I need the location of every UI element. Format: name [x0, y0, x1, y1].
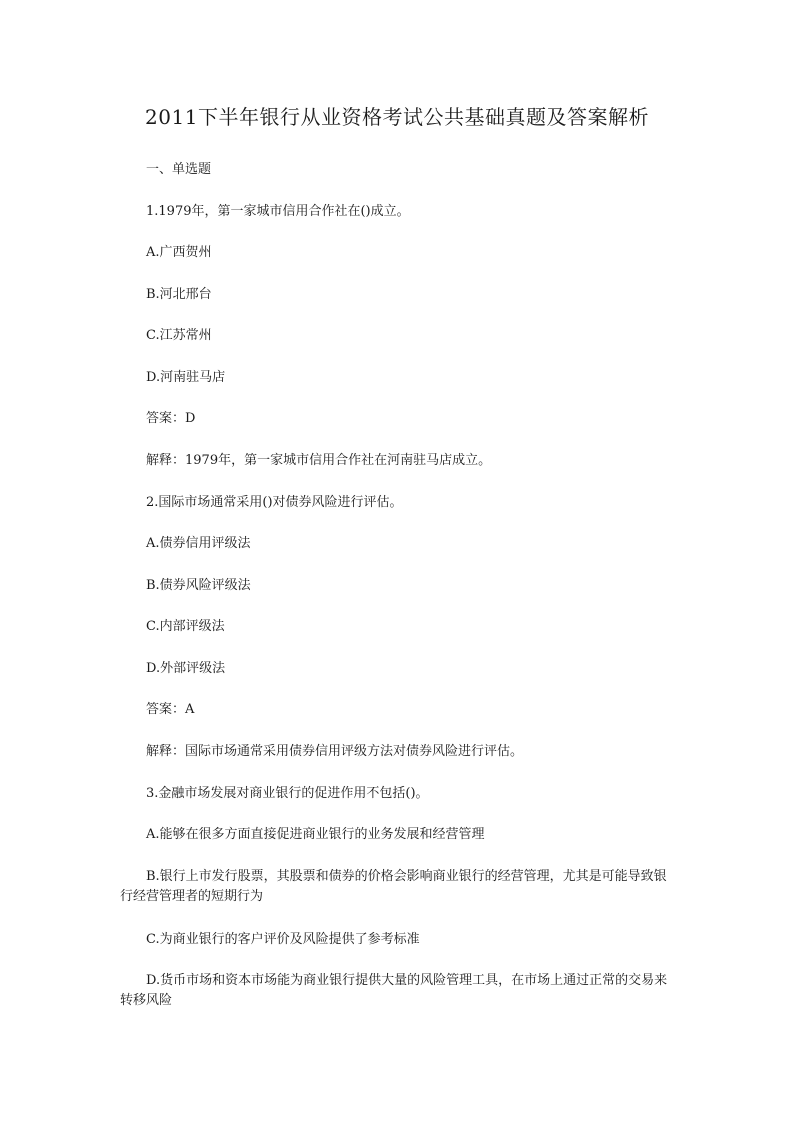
question-1-explanation: 解释：1979年，第一家城市信用合作社在河南驻马店成立。 [146, 453, 492, 468]
question-3-option-a: A.能够在很多方面直接促进商业银行的业务发展和经营管理 [146, 827, 485, 842]
document-title: 2011下半年银行从业资格考试公共基础真题及答案解析 [145, 105, 649, 129]
question-2-answer: 答案：A [146, 702, 195, 717]
question-1-option-b: B.河北邢台 [146, 287, 212, 302]
question-2-option-d: D.外部评级法 [146, 661, 226, 676]
question-2-option-a: A.债券信用评级法 [146, 536, 251, 551]
question-1-answer: 答案：D [146, 411, 196, 426]
question-3-option-b: B.银行上市发行股票，其股票和债券的价格会影响商业银行的经营管理，尤其是可能导致银行经营管理者的短期行为 [120, 869, 667, 904]
question-2-explanation: 解释：国际市场通常采用债券信用评级方法对债券风险进行评估。 [146, 744, 524, 759]
question-3-option-d: D.货币市场和资本市场能为商业银行提供大量的风险管理工具，在市场上通过正常的交易来转移风险 [120, 973, 668, 1008]
section-heading: 一、单选题 [146, 162, 212, 177]
question-1-stem: 1.1979年，第一家城市信用合作社在()成立。 [146, 204, 410, 219]
question-1-option-c: C.江苏常州 [146, 328, 212, 343]
question-2-stem: 2.国际市场通常采用()对债券风险进行评估。 [146, 495, 403, 510]
question-1-option-d: D.河南驻马店 [146, 370, 226, 385]
question-2-option-b: B.债券风险评级法 [146, 578, 251, 593]
question-1-option-a: A.广西贺州 [146, 245, 212, 260]
question-3-option-c: C.为商业银行的客户评价及风险提供了参考标准 [146, 932, 420, 947]
question-2-option-c: C.内部评级法 [146, 619, 225, 634]
question-3-stem: 3.金融市场发展对商业银行的促进作用不包括()。 [146, 786, 429, 801]
